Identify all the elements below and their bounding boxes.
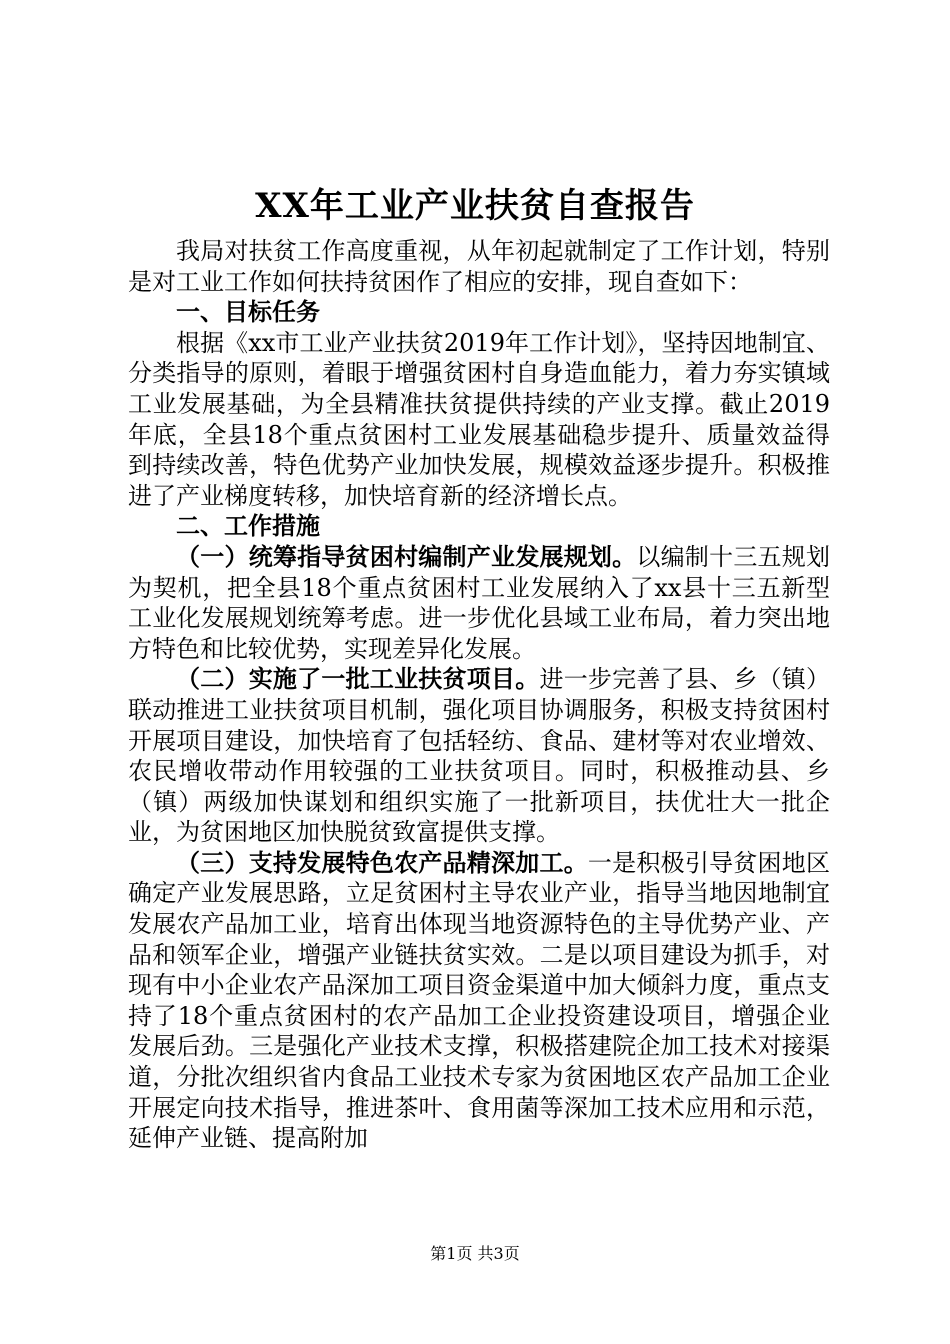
document-title: XX年工业产业扶贫自查报告 bbox=[255, 186, 695, 226]
measure-title-3: （三）支持发展特色农产品精深加工。 bbox=[176, 848, 588, 877]
measure-text-3: 一是积极引导贫困地区确定产业发展思路，立足贫困村主导农业产业，指导当地因地制宜发展农产品加工业，培育出体现当地资源特色的主导优势产业、产品和领军企业，增强产业链扶贫实效。二是以项目建设为抓手，对现有中小企业农产品深加工项目资金渠道中加大倾斜力度，重点支持了18个重点贫困村的农产品加工企业投资建设项目，增强企业发展后劲。三是强化产业技术支撑，积极搭建院企加工技术对接渠道，分批次组织省内食品工业技术专家为贫困地区农产品加工企业开展定向技术指导，推进茶叶、食用菌等深加工技术应用和示范，延伸产业链、提高附加 bbox=[128, 848, 830, 1153]
document-body bbox=[128, 236, 830, 1154]
measure-text-2: 进一步完善了县、乡（镇）联动推进工业扶贫项目机制，强化项目协调服务，积极支持贫困村开展项目建设，加快培育了包括轻纺、食品、建材等对农业增效、农民增收带动作用较强的工业扶贫项目。同时，积极推动县、乡（镇）两级加快谋划和组织实施了一批新项目，扶优壮大一批企业，为贫困地区加快脱贫致富提供支撑。 bbox=[128, 665, 831, 847]
goals-paragraph: 根据《xx市工业产业扶贫2019年工作计划》，坚持因地制宜、分类指导的原则，着眼于增强贫困村自身造血能力，着力夯实镇域工业发展基础，为全县精准扶贫提供持续的产业支撑。截止2019年底，全县18个重点贫困村工业发展基础稳步提升、质量效益得到持续改善，特色优势产业加快发展，规模效益逐步提升。积极推进了产业梯度转移，加快培育新的经济增长点。 bbox=[128, 328, 830, 510]
intro-paragraph: 我局对扶贫工作高度重视，从年初起就制定了工作计划，特别是对工业工作如何扶持贫困作了相应的安排，现自查如下： bbox=[128, 237, 830, 296]
measure-paragraph-1 bbox=[128, 542, 830, 664]
measure-title-2: （二）实施了一批工业扶贫项目。 bbox=[176, 665, 540, 694]
section-heading-goals: 一、目标任务 bbox=[176, 298, 320, 327]
measure-text-1: 以编制十三五规划为契机，把全县18个重点贫困村工业发展纳入了xx县十三五新型工业化发展规划统筹考虑。进一步优化县域工业布局，着力突出地方特色和比较优势，实现差异化发展。 bbox=[128, 542, 831, 663]
page-number-footer: 第1页 共3页 bbox=[430, 1244, 520, 1263]
measure-title-1: （一）统筹指导贫困村编制产业发展规划。 bbox=[176, 542, 637, 571]
section-heading-measures: 二、工作措施 bbox=[176, 512, 320, 541]
measure-paragraph-3 bbox=[128, 848, 830, 1154]
measure-paragraph-2 bbox=[128, 664, 830, 848]
